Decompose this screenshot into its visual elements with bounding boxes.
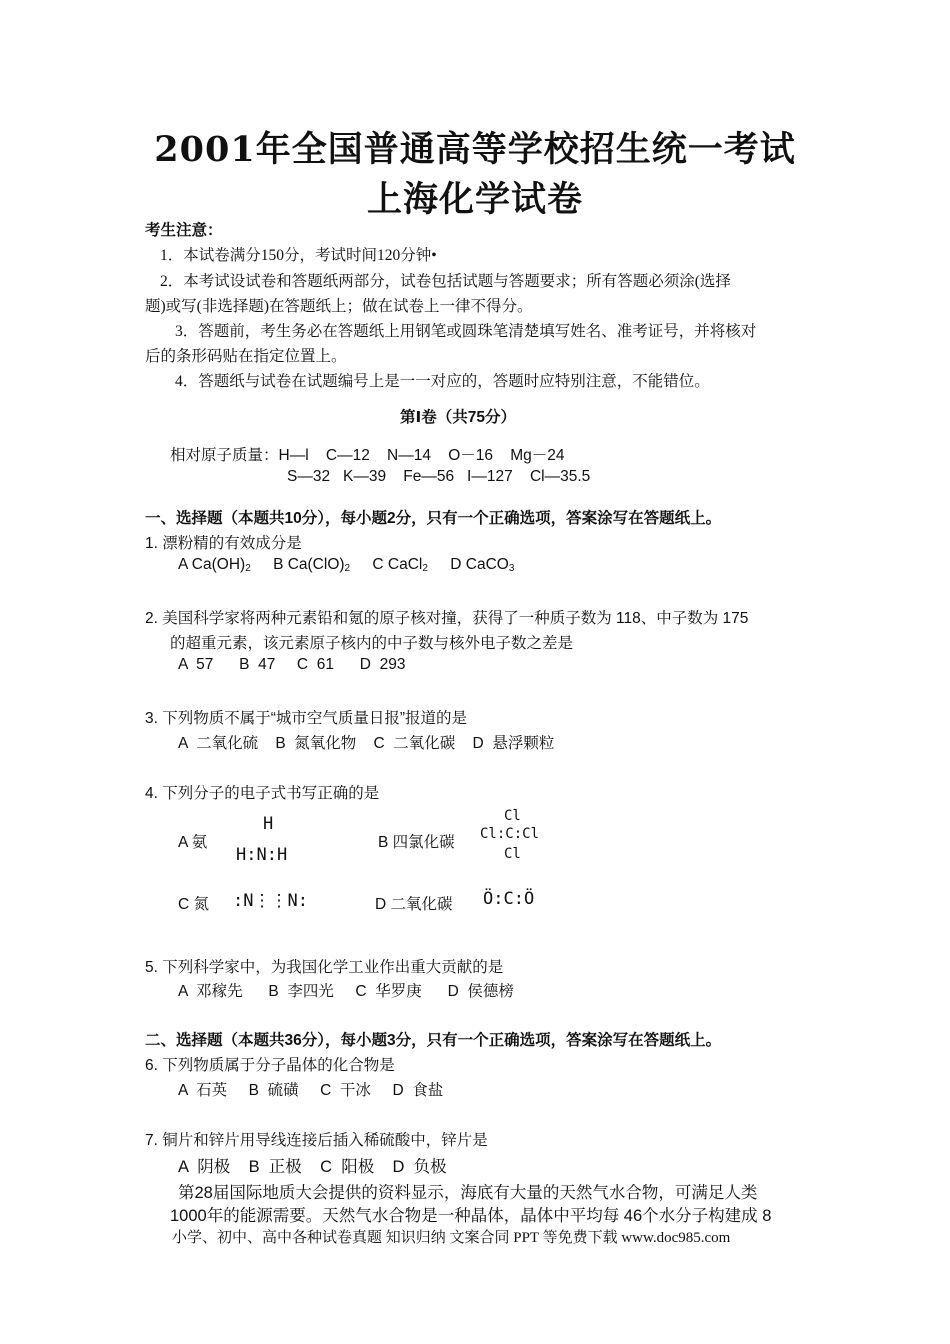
section2-heading: 二、选择题（本题共36分），每小题3分，只有一个正确选项，答案涂写在答题纸上。 (145, 1032, 722, 1049)
notice-item-3-cont: 后的条形码贴在指定位置上。 (145, 348, 347, 365)
passage-line1: 第28届国际地质大会提供的资料显示，海底有大量的天然气水合物，可满足人类 (178, 1184, 758, 1202)
q4-option-b-label: B 四氯化碳 (378, 834, 455, 851)
atomic-masses-line2: S—32 K—39 Fe—56 I—127 Cl—35.5 (287, 468, 591, 485)
q7-options: A 阴极 B 正极 C 阳极 D 负极 (178, 1158, 447, 1176)
q1-option-b: B $Ca(ClO)_2$ (273, 556, 351, 574)
q4-option-a-label: A 氨 (178, 834, 208, 851)
q2-stem-line2: 的超重元素，该元素原子核内的中子数与核外电子数之差是 (170, 635, 574, 652)
passage-line2: 1000年的能源需要。天然气水合物是一种晶体，晶体中平均每 46个水分子构建成 8 (170, 1207, 772, 1225)
q6-stem: 6. 下列物质属于分子晶体的化合物是 (145, 1057, 395, 1074)
q6-options: A 石英 B 硫磺 C 干冰 D 食盐 (178, 1082, 444, 1099)
q1-options (178, 556, 532, 574)
n2-electron-formula: :N⋮⋮N: (233, 891, 308, 911)
notice-item-4: 4．答题纸与试卷在试题编号上是一一对应的，答题时应特别注意，不能错位。 (175, 373, 710, 390)
atomic-masses (170, 443, 565, 465)
nh3-electron-formula: H:N:H (236, 845, 288, 865)
atomic-masses-label: 相对原子质量： (170, 447, 279, 464)
atomic-masses-line1: H—l C—12 N—14 O－16 Mg－24 (278, 447, 565, 464)
q1-option-a: A $Ca(OH)_2$ (178, 556, 251, 574)
q4-option-d-label: D 二氧化碳 (375, 896, 453, 913)
q5-stem: 5. 下列科学家中，为我国化学工业作出重大贡献的是 (145, 959, 504, 976)
section1-heading: 一、选择题（本题共10分），每小题2分，只有一个正确选项，答案涂写在答题纸上。 (145, 510, 722, 527)
q2-stem-line1: 2. 美国科学家将两种元素铅和氪的原子核对撞，获得了一种质子数为 118、中子数为 175 (145, 610, 749, 627)
q7-stem: 7. 铜片和锌片用导线连接后插入稀硫酸中，锌片是 (145, 1132, 488, 1149)
q2-options: A 57 B 47 C 61 D 293 (178, 656, 406, 673)
co2-electron-formula: Ö:C:Ö (483, 889, 535, 909)
q3-options: A 二氧化硫 B 氮氧化物 C 二氧化碳 D 悬浮颗粒 (178, 735, 555, 752)
q4-option-c-label: C 氮 (178, 896, 210, 913)
footer-link[interactable]: 小学、初中、高中各种试卷真题 知识归纳 文案合同 PPT 等免费下载 www.doc985.com (172, 1230, 731, 1246)
q3-stem: 3. 下列物质不属于“城市空气质量日报”报道的是 (145, 710, 468, 727)
part1-heading: 第Ⅰ卷（共75分） (400, 409, 517, 426)
q4-stem: 4. 下列分子的电子式书写正确的是 (145, 785, 380, 802)
q1-option-c: C CaCl$_2$ (372, 556, 428, 574)
notice-item-1: 1．本试卷满分150分，考试时间120分钟• (160, 247, 437, 264)
notice-item-2: 2．本考试设试卷和答题纸两部分，试卷包括试题与答题要求；所有答题必须涂(选择 (160, 273, 731, 290)
notice-heading: 考生注意： (145, 222, 223, 239)
notice-item-2-cont: 题)或写(非选择题)在答题纸上；做在试卷上一律不得分。 (145, 298, 533, 315)
q1-stem: 1. 漂粉精的有效成分是 (145, 535, 302, 552)
ccl4-electron-formula: Cl:C:Cl (480, 826, 540, 842)
q5-options: A 邓稼先 B 李四光 C 华罗庚 D 侯德榜 (178, 983, 514, 1000)
q1-option-d: D CaCO$_3$ (450, 556, 515, 574)
notice-item-3: 3．答题前，考生务必在答题纸上用钢笔或圆珠笔清楚填写姓名、准考证号，并将核对 (175, 323, 757, 340)
ccl4-bottom-cl: Cl (504, 846, 521, 862)
nh3-top-h: H (263, 814, 274, 834)
ccl4-top-cl: Cl (504, 808, 521, 824)
exam-title: 2001年全国普通高等学校招生统一考试 (154, 129, 796, 170)
exam-subtitle: 上海化学试卷 (366, 179, 583, 220)
